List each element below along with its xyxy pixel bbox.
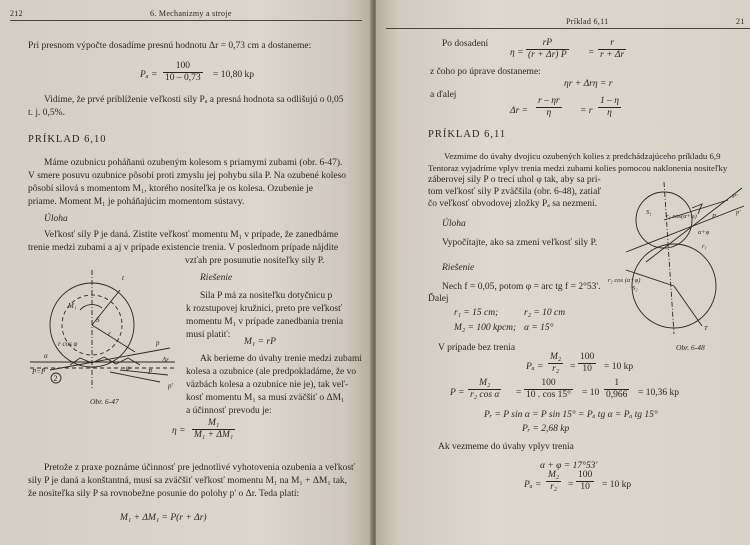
eq6: ηr + Δrη = r bbox=[564, 79, 613, 89]
running-head: Príklad 6,11 bbox=[566, 17, 609, 26]
fig-label: Δr bbox=[162, 356, 169, 364]
eq11: Pᵣ = 2,68 kp bbox=[522, 424, 570, 434]
solution-line: Ak berieme do úvahy trenie medzi zubami bbox=[200, 354, 362, 364]
eq13-fraction bbox=[576, 470, 594, 493]
task-line: Vypočítajte, ako sa zmení veľkosť sily P. bbox=[442, 238, 598, 248]
solution-line: momentu M₁ v prípade zanedbania trenia bbox=[186, 317, 344, 327]
running-head: 6. Mechanizmy a stroje bbox=[150, 9, 232, 18]
fig-label: S bbox=[96, 316, 100, 324]
solution-line: kolesa a ozubnice (ale predpokladáme, že vo bbox=[186, 367, 357, 377]
eq9-numerator: M₂ bbox=[468, 378, 501, 390]
eq13-lhs: Pₐ = bbox=[524, 480, 542, 490]
eq1-rhs: = 10,80 kp bbox=[213, 70, 254, 80]
paragraph-line: Vezmime do úvahy dvojicu ozubených kolies z predchádzajúceho príkladu 6,9 bbox=[444, 151, 721, 161]
text-line: V prípade bez trenia bbox=[438, 343, 516, 353]
fig-label: φ bbox=[126, 364, 130, 372]
eq1-denominator: 10 – 0,73 bbox=[165, 73, 201, 83]
fig-label: p' bbox=[736, 209, 741, 216]
eq8-numerator: 100 bbox=[580, 352, 595, 362]
solution-line: a účinnosť prevodu je: bbox=[186, 406, 272, 416]
fig-label: r₂ cos (α+φ) bbox=[608, 277, 641, 284]
eq5-fraction bbox=[526, 38, 569, 61]
task-label: Úloha bbox=[442, 219, 466, 229]
solution-line: k rozstupovej kružnici, preto pre veľkosť bbox=[186, 304, 343, 314]
figure-6-48 bbox=[606, 178, 746, 336]
eq5-numerator: rP bbox=[526, 38, 569, 50]
fig-label: S₂ bbox=[632, 285, 638, 292]
eq4: M₁ + ΔM₁ = P(r + Δr) bbox=[120, 513, 207, 523]
eq10: Pᵣ = P sin α = P sin 15° = Pₐ tg α = Pₐ tg 15° bbox=[484, 410, 658, 420]
page-number: 212 bbox=[10, 9, 23, 18]
compare-line-2: t. j. 0,5%. bbox=[28, 108, 65, 118]
fig-label: r₁ bbox=[702, 243, 707, 250]
eq7-lhs: Δr = bbox=[510, 106, 529, 116]
eq9-fraction bbox=[604, 378, 629, 401]
figure-caption: Obr. 6-48 bbox=[676, 343, 705, 352]
solution-line: Nech f = 0,05, potom φ = arc tg f = 2°53'. bbox=[442, 282, 601, 292]
eq9-fraction bbox=[468, 378, 501, 401]
solution-line: väzbách kolesa a ozubnice nie je), tak veľ- bbox=[186, 380, 349, 390]
fig-label: α bbox=[44, 352, 48, 360]
paragraph-line: záberovej sily P o trecí uhol φ tak, aby sa pri- bbox=[428, 175, 601, 185]
text-line: z čoho po úprave dostaneme: bbox=[430, 67, 541, 77]
fig-label: 2 bbox=[53, 374, 58, 383]
header-rule bbox=[386, 28, 750, 29]
fig-label: P' bbox=[732, 193, 738, 200]
figure-caption: Obr. 6-47 bbox=[90, 397, 119, 406]
header-rule bbox=[10, 20, 362, 21]
eq8-equals: = bbox=[570, 362, 576, 372]
given-value: α = 15° bbox=[524, 323, 554, 333]
eq12: α + φ = 17°53' bbox=[540, 461, 598, 471]
eq5-numerator: r bbox=[598, 38, 626, 50]
eq13-numerator: M₂ bbox=[548, 470, 560, 480]
eq8-fraction bbox=[548, 352, 563, 375]
eq8-lhs: Pₐ = bbox=[526, 362, 544, 372]
solution-line: kosť momentu M₁ sa musí zväčšiť o ΔM₁ bbox=[186, 393, 345, 403]
eq5-equals: = bbox=[588, 48, 595, 58]
eq9-numerator: 100 bbox=[524, 378, 573, 390]
eq8-fraction bbox=[578, 352, 596, 375]
eq7-denominator: η bbox=[607, 108, 612, 118]
task-line: Veľkosť sily P je daná. Zistite veľkosť momentu M₁ v prípade, že zanedbáme bbox=[44, 230, 339, 240]
eq8-denominator: 10 bbox=[582, 364, 592, 374]
eq13-equals: = bbox=[568, 480, 574, 490]
right-page bbox=[376, 0, 750, 545]
eq8-rhs: = 10 kp bbox=[604, 362, 634, 372]
given-value: r₁ = 15 cm; bbox=[454, 308, 499, 318]
eq13-denominator: r₂ bbox=[550, 482, 558, 492]
page-number: 21 bbox=[736, 17, 745, 26]
fig-label: α+φ bbox=[698, 229, 710, 236]
eq1-lhs: Pₐ = bbox=[140, 70, 158, 80]
compare-line-1: Vidíme, že prvé priblíženie veľkosti sily Pₐ a presná hodnota sa odlišujú o 0,05 bbox=[44, 95, 344, 105]
solution-line: musí platiť: bbox=[186, 330, 231, 340]
paragraph-line: že nositeľka sily P sa rovnobežne posunie do polohy p' o Δr. Teda platí: bbox=[28, 489, 300, 499]
given-value: M₂ = 100 kpcm; bbox=[454, 323, 517, 333]
eq7-equals: = r bbox=[580, 106, 593, 116]
eq7-fraction bbox=[598, 96, 621, 119]
eq13-fraction bbox=[546, 470, 561, 493]
paragraph-line: Tentoraz vyjadríme vplyv trenia medzi zubami kolies pomocou naklonenia nositeľky bbox=[428, 163, 728, 173]
paragraph-line: tom veľkosť sily P zväčšila (obr. 6-48), zatiaľ bbox=[428, 187, 602, 197]
eq13-rhs: = 10 kp bbox=[602, 480, 632, 490]
eq1-numerator: 100 bbox=[163, 61, 203, 73]
paragraph-line: Máme ozubnicu poháňanú ozubeným kolesom s priamymi zubami (obr. 6-47). bbox=[44, 158, 343, 168]
eq9-rhs: = 10,36 kp bbox=[638, 388, 679, 398]
paragraph-line: čo veľkosť obvodovej zložky Pₐ sa nezmení. bbox=[428, 199, 598, 209]
task-line: trenie medzi zubami a aj v prípade existencie trenia. V poslednom prípade nájdite bbox=[28, 243, 339, 253]
figure-6-47 bbox=[30, 270, 180, 398]
paragraph-line: sily P je daná a konštantná, musí sa zväčšiť veľkosť momentu M₁ na M₁ + ΔM₁ tak, bbox=[28, 476, 348, 486]
fig-label: p' bbox=[168, 382, 173, 390]
fig-label: P bbox=[148, 368, 153, 376]
intro-line: Pri presnom výpočte dosadíme presnú hodnotu Δr = 0,73 cm a dostaneme: bbox=[28, 41, 312, 51]
eq7-fraction bbox=[536, 96, 562, 119]
fig-label: T bbox=[704, 325, 708, 332]
eq7-numerator: 1 – η bbox=[600, 96, 619, 106]
eq9-denominator: 10 . cos 15° bbox=[526, 390, 571, 400]
paragraph-line: Pretože z praxe poznáme účinnosť pre jednotlivé vyhotovenia ozubenia a veľkosť bbox=[44, 463, 356, 473]
eq9-lhs: P = bbox=[450, 388, 465, 398]
eq7-denominator: η bbox=[546, 108, 552, 118]
text-line: a ďalej bbox=[430, 90, 457, 100]
eq9-equals: = 10 bbox=[582, 388, 600, 398]
eq9-denominator: r₂ cos α bbox=[470, 390, 500, 400]
eq3-fraction bbox=[192, 418, 235, 441]
eq9-fraction bbox=[524, 378, 573, 401]
eq9-equals: = bbox=[516, 388, 522, 398]
example-title: PRÍKLAD 6,10 bbox=[28, 134, 107, 145]
eq9-denominator: 0,966 bbox=[606, 390, 628, 400]
text-line: Po dosadení bbox=[442, 39, 489, 49]
eq1-fraction bbox=[163, 61, 203, 84]
example-title: PRÍKLAD 6,11 bbox=[428, 129, 507, 140]
solution-line: Ďalej bbox=[428, 294, 449, 304]
solution-line: Sila P má za nositeľku dotyčnicu p bbox=[200, 291, 333, 301]
task-line: vzťah pre posunutie nositeľky sily P. bbox=[185, 256, 325, 266]
fig-label: r₁ cos(α+φ) bbox=[666, 213, 697, 220]
eq5-denominator: (r + Δr) P bbox=[528, 50, 567, 60]
eq13-denominator: 10 bbox=[580, 482, 590, 492]
eq3-lhs: η = bbox=[172, 426, 186, 436]
fig-label: M₁ bbox=[68, 302, 77, 310]
eq3-numerator: M₁ bbox=[192, 418, 235, 430]
eq2: M₁ = rP bbox=[244, 337, 276, 347]
eq5-denominator: r + Δr bbox=[600, 50, 625, 60]
eq13-numerator: 100 bbox=[578, 470, 593, 480]
fig-label: S₁ bbox=[646, 209, 652, 216]
fig-label: P bbox=[712, 213, 716, 220]
fig-label: r bbox=[108, 330, 111, 338]
eq5-fraction bbox=[598, 38, 626, 61]
fig-label: P=P̄ bbox=[32, 368, 46, 376]
eq8-numerator: M₂ bbox=[550, 352, 562, 362]
text-line: Ak vezmeme do úvahy vplyv trenia bbox=[438, 442, 574, 452]
task-label: Úloha bbox=[44, 214, 68, 224]
paragraph-line: priame. Moment M₁ je poháňajúcim momentom sústavy. bbox=[28, 197, 245, 207]
eq7-numerator: r – ηr bbox=[538, 96, 560, 106]
fig-label: p bbox=[156, 339, 160, 347]
fig-label: r cos φ bbox=[58, 340, 78, 348]
solution-label: Riešenie bbox=[200, 273, 233, 283]
left-page bbox=[0, 0, 372, 545]
eq8-denominator: r₂ bbox=[552, 364, 560, 374]
eq9-numerator: 1 bbox=[604, 378, 629, 390]
solution-label: Riešenie bbox=[442, 263, 475, 273]
eq3-denominator: M₁ + ΔM₁ bbox=[194, 430, 234, 440]
eq5-lhs: η = bbox=[510, 48, 524, 58]
paragraph-line: pôsobí silová s momentom M₁, ktorého nositeľka je os kolesa. Ozubenie je bbox=[28, 184, 313, 194]
given-value: r₂ = 10 cm bbox=[524, 308, 566, 318]
paragraph-line: V smere posuvu ozubnice pôsobí proti zmyslu jej pohybu sila P. Na ozubené koleso bbox=[28, 171, 347, 181]
fig-label: t bbox=[122, 274, 124, 282]
